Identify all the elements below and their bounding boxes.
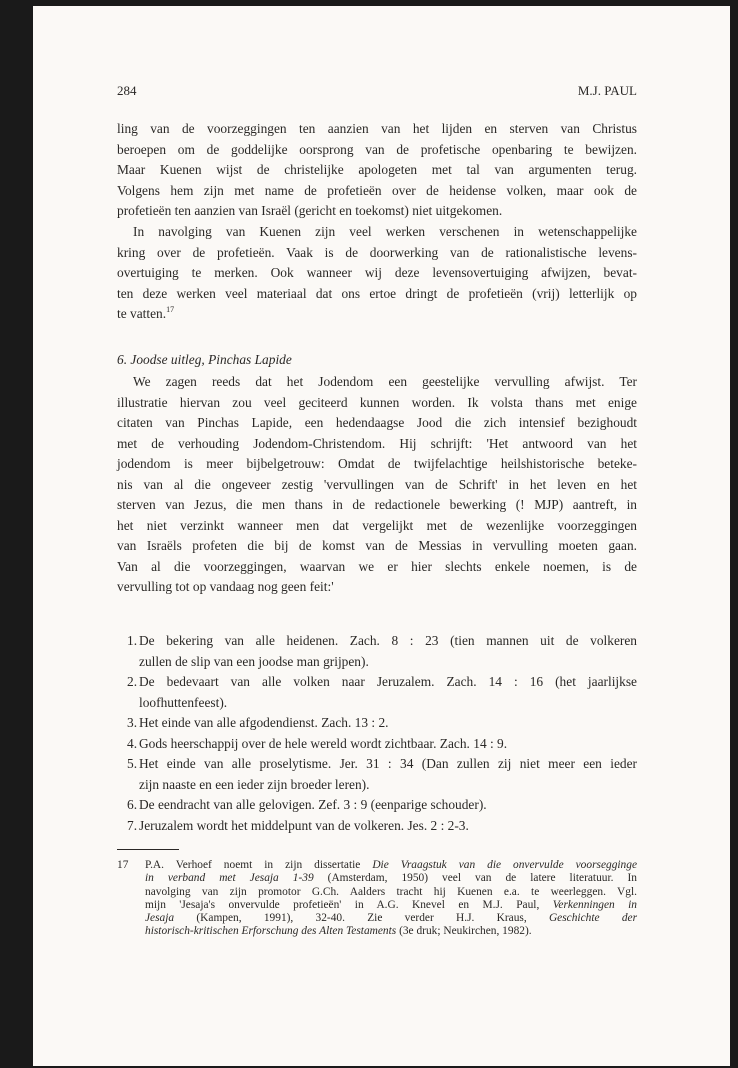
footnote xyxy=(117,859,637,939)
footnote-text-run: mijn 'Jesaja's onvervulde profetieën' in A.G. Knevel en M.J. Paul, xyxy=(145,898,553,911)
book-page xyxy=(33,6,730,1066)
list-item-text xyxy=(139,754,637,795)
text-line: vervulling tot op vandaag nog geen feit:' xyxy=(117,579,334,594)
text-line: van Israëls profeten die bij de komst van de Messias in vervulling moeten gaan. xyxy=(117,538,637,553)
footnote-line: navolging van zijn promotor G.Ch. Aalders tracht hij Kuenen e.a. te weerleggen. Vgl. xyxy=(145,885,637,898)
section-heading: 6. Joodse uitleg, Pinchas Lapide xyxy=(117,352,292,367)
text-line: profetieën ten aanzien van Israël (gericht en toekomst) niet uitgekomen. xyxy=(117,203,503,218)
footnote-divider xyxy=(117,849,179,850)
text-line: We zagen reeds dat het Jodendom een geestelijke vervulling afwijst. Ter xyxy=(133,374,637,389)
text-line: ten deze werken veel materiaal dat ons ertoe dringt de profetieën (vrij) letterlijk op xyxy=(117,285,637,301)
text-line: loofhuttenfeest). xyxy=(139,694,228,710)
text-line: Volgens hem zijn met name de profetieën over de heidense volken, maar ook de xyxy=(117,182,637,198)
footnote-text-run: (Kampen, 1991), 32-40. Zie verder H.J. Kraus, xyxy=(174,912,549,925)
page-header xyxy=(117,83,637,99)
footnote-line xyxy=(145,872,637,885)
footnote-title-italic: Geschichte der xyxy=(548,912,637,925)
text-line: sterven van Jezus, die men thans in de redactionele bewerking (! MJP) aantreft, in xyxy=(117,497,637,512)
text-line: overtuiging te merken. Ook wanneer wij deze levensovertuiging afwijzen, bevat- xyxy=(117,265,637,280)
list-item xyxy=(127,816,637,837)
list-item-text xyxy=(139,795,637,816)
text-line: De bedevaart van alle volken naar Jeruzalem. Zach. 14 : 16 (het jaarlijkse xyxy=(139,674,637,689)
paragraph-1 xyxy=(117,119,637,222)
text-line: Jeruzalem wordt het middelpunt van de volkeren. Jes. 2 : 2-3. xyxy=(139,817,469,833)
footnote-text xyxy=(145,859,637,939)
footnote-text-run: (Amsterdam, 1950) veel van de latere literatuur. In xyxy=(313,872,637,885)
list-item xyxy=(127,672,637,713)
footnote-title-italic: in verband met Jesaja 1-39 xyxy=(145,872,314,885)
text-line: illustratie hiervan zou veel geciteerd kunnen worden. Ik volsta thans met enige xyxy=(117,394,637,410)
text-line: jodendom is meer bijbelgetrouw: Omdat de twijfelachtige heilshistorische beteke- xyxy=(117,456,637,471)
list-item-number: 5. xyxy=(127,756,138,771)
list-item-text xyxy=(139,672,637,713)
text-line: Het einde van alle afgodendienst. Zach. 13 : 2. xyxy=(139,715,389,730)
footnote-line xyxy=(145,859,637,872)
text-line: De eendracht van alle gelovigen. Zef. 3 : 9 (eenparige schouder). xyxy=(139,797,487,812)
list-item xyxy=(127,713,637,734)
text-line: kring over de profetieën. Vaak is de doorwerking van de rationalistische levens- xyxy=(117,244,637,260)
footnote-line xyxy=(145,912,637,925)
text-line: beroepen om de goddelijke oorsprong van de profetische openbaring te bewijzen. xyxy=(117,141,637,157)
text-line: In navolging van Kuenen zijn veel werken verschenen in wetenschappelijke xyxy=(133,224,637,239)
footnote-line xyxy=(145,899,637,912)
list-item xyxy=(127,734,637,755)
list-item-number: 7. xyxy=(127,817,138,833)
list-item xyxy=(127,754,637,795)
text-line: nis van al die ongeveer zestig 'vervullingen van de Schrift' in het leven en het xyxy=(117,476,637,492)
text-line: De bekering van alle heidenen. Zach. 8 : 23 (tien mannen uit de volkeren xyxy=(139,633,637,648)
running-head: M.J. PAUL xyxy=(577,83,637,98)
footnote-number: 17 xyxy=(117,859,129,871)
list-item-number: 6. xyxy=(127,797,138,812)
text-line: zullen de slip van een joodse man grijpen). xyxy=(139,653,369,669)
list-item-text xyxy=(139,713,637,734)
numbered-list xyxy=(127,631,637,836)
footnote-text-run: P.A. Verhoef noemt in zijn dissertatie xyxy=(145,859,373,871)
text-line: Maar Kuenen wijst de christelijke apologeten met tal van argumenten terug. xyxy=(117,162,637,177)
footnote-title-italic: historisch-kritischen Erforschung des Alten Testaments xyxy=(145,925,397,938)
footnote-title-italic: Die Vraagstuk van die onvervulde voorsegginge xyxy=(372,859,637,871)
list-item-number: 4. xyxy=(127,735,138,751)
list-item-text xyxy=(139,631,637,672)
text-line-content: te vatten. xyxy=(117,306,167,321)
paragraph-2 xyxy=(117,222,637,325)
footnote-title-italic: Verkenningen in xyxy=(552,898,637,911)
footnote-text-run: (3e druk; Neukirchen, 1982). xyxy=(396,925,532,938)
list-item-number: 1. xyxy=(127,633,138,648)
footnote-line xyxy=(145,925,637,938)
list-item xyxy=(127,631,637,672)
text-line: met de verhouding Jodendom-Christendom. Hij schrijft: 'Het antwoord van het xyxy=(117,435,637,451)
list-item-text xyxy=(139,734,637,755)
footnote-title-italic: Jesaja xyxy=(145,912,175,925)
list-item-number: 3. xyxy=(127,715,138,730)
text-line: Van al die voorzeggingen, waarvan we er hier slechts enkele noemen, is de xyxy=(117,558,637,574)
text-line: Gods heerschappij over de hele wereld wordt zichtbaar. Zach. 14 : 9. xyxy=(139,735,508,751)
footnote-reference[interactable]: 17 xyxy=(166,305,175,314)
text-line: het niet verzinkt wanneer men dat vergelijkt met de wezenlijke voorzeggingen xyxy=(117,517,637,533)
text-line: zijn naaste en een ieder zijn broeder leren). xyxy=(139,776,370,792)
text-line: Het einde van alle proselytisme. Jer. 31 : 34 (Dan zullen zij niet meer een ieder xyxy=(139,756,637,771)
page-number: 284 xyxy=(117,83,137,98)
text-line xyxy=(117,304,637,325)
text-line: ling van de voorzeggingen ten aanzien van het lijden en sterven van Christus xyxy=(117,121,637,136)
text-line: citaten van Pinchas Lapide, een hedendaagse Jood die zich intensief bezighoudt xyxy=(117,415,637,430)
paragraph-3 xyxy=(117,372,637,598)
list-item xyxy=(127,795,637,816)
list-item-text xyxy=(139,816,637,837)
list-item-number: 2. xyxy=(127,674,138,689)
